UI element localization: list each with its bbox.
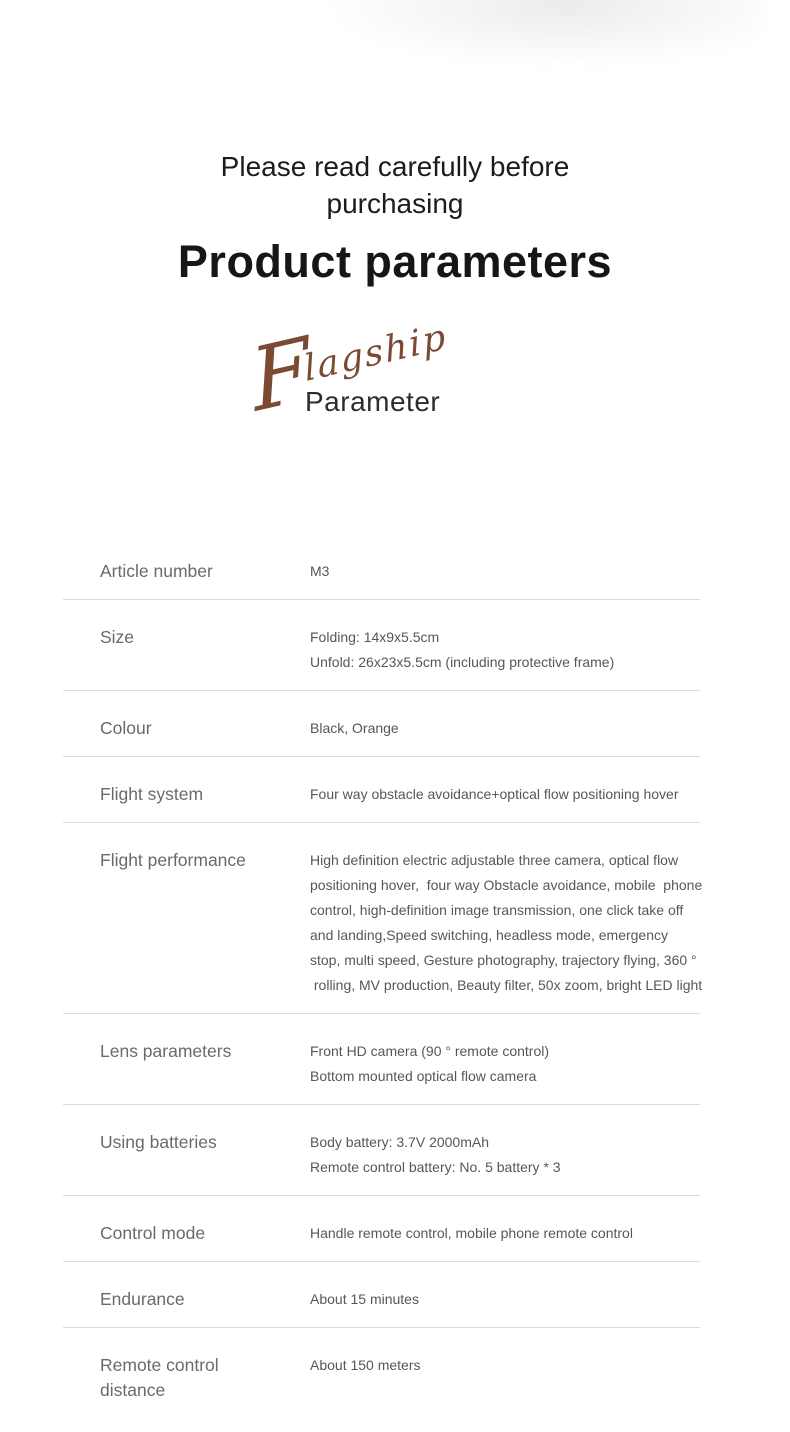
page-title: Product parameters [177,236,613,287]
spec-value-line: Folding: 14x9x5.5cm [310,629,440,645]
spec-table [63,534,703,1418]
table-row [63,534,700,600]
spec-values [310,848,702,998]
spec-value-line: Unfold: 26x23x5.5cm (including protective frame) [310,654,615,670]
spec-label-cell [63,1287,310,1312]
spec-label: Lens parameters [100,1041,232,1061]
spec-value-line: Body battery: 3.7V 2000mAh [310,1134,489,1150]
spec-label: Remote control distance [100,1355,219,1400]
spec-values [310,1039,700,1089]
spec-values [310,782,700,807]
spec-value-line: About 15 minutes [310,1291,419,1307]
spec-value-line: About 150 meters [310,1357,421,1373]
spec-value-line: and landing,Speed switching, headless mode, emergency [310,927,669,943]
spec-label: Colour [100,718,152,738]
spec-value-line: M3 [310,563,330,579]
spec-values [310,716,700,741]
spec-label-cell [63,625,310,650]
spec-values [310,625,700,675]
spec-value-line: Front HD camera (90 ° remote control) [310,1043,550,1059]
spec-value-line: Black, Orange [310,720,399,736]
spec-label: Control mode [100,1223,206,1243]
table-row [63,1196,700,1262]
spec-value-line: rolling, MV production, Beauty filter, 50x zoom, bright LED light [310,977,703,993]
spec-value-line: control, high-definition image transmission, one click take off [310,902,684,918]
flagship-script-initial: F [246,318,317,432]
table-row [63,1014,700,1105]
table-row [63,757,700,823]
spec-value-line: stop, multi speed, Gesture photography, trajectory flying, 360 ° [310,952,697,968]
spec-label: Flight system [100,784,204,804]
spec-values [310,1353,700,1378]
spec-values [310,1287,700,1312]
spec-label-cell [63,848,310,873]
spec-value-line: Four way obstacle avoidance+optical flow positioning hover [310,786,679,802]
spec-label: Flight performance [100,850,246,870]
flagship-parameter-logo [245,316,545,468]
table-row [63,691,700,757]
spec-value-line: Remote control battery: No. 5 battery * 3 [310,1159,561,1175]
spec-value-line: High definition electric adjustable three camera, optical flow [310,852,679,868]
table-row [63,600,700,691]
spec-label: Using batteries [100,1132,217,1152]
spec-label-cell [63,559,310,584]
spec-label-cell [63,1039,310,1064]
flagship-script-rest: lagship [301,316,450,390]
spec-label-cell [63,782,310,807]
spec-label-cell [63,1353,310,1403]
spec-values [310,1221,700,1246]
table-row [63,823,703,1014]
table-row [63,1105,700,1196]
spec-label: Size [100,627,135,647]
spec-value-line: positioning hover, four way Obstacle avoidance, mobile phone [310,877,703,893]
table-row [63,1262,700,1328]
parameter-logo-label: Parameter [305,386,441,417]
spec-label-cell [63,716,310,741]
spec-values [310,1130,700,1180]
faded-product-photo-remnant [330,0,760,66]
read-carefully-subtitle: Please read carefully before purchasing [220,151,570,219]
spec-value-line: Handle remote control, mobile phone remote control [310,1225,633,1241]
spec-label: Endurance [100,1289,185,1309]
spec-label-cell [63,1130,310,1155]
spec-label: Article number [100,561,213,581]
spec-values [310,559,700,584]
spec-label-cell [63,1221,310,1246]
spec-value-line: Bottom mounted optical flow camera [310,1068,537,1084]
table-row [63,1328,700,1418]
